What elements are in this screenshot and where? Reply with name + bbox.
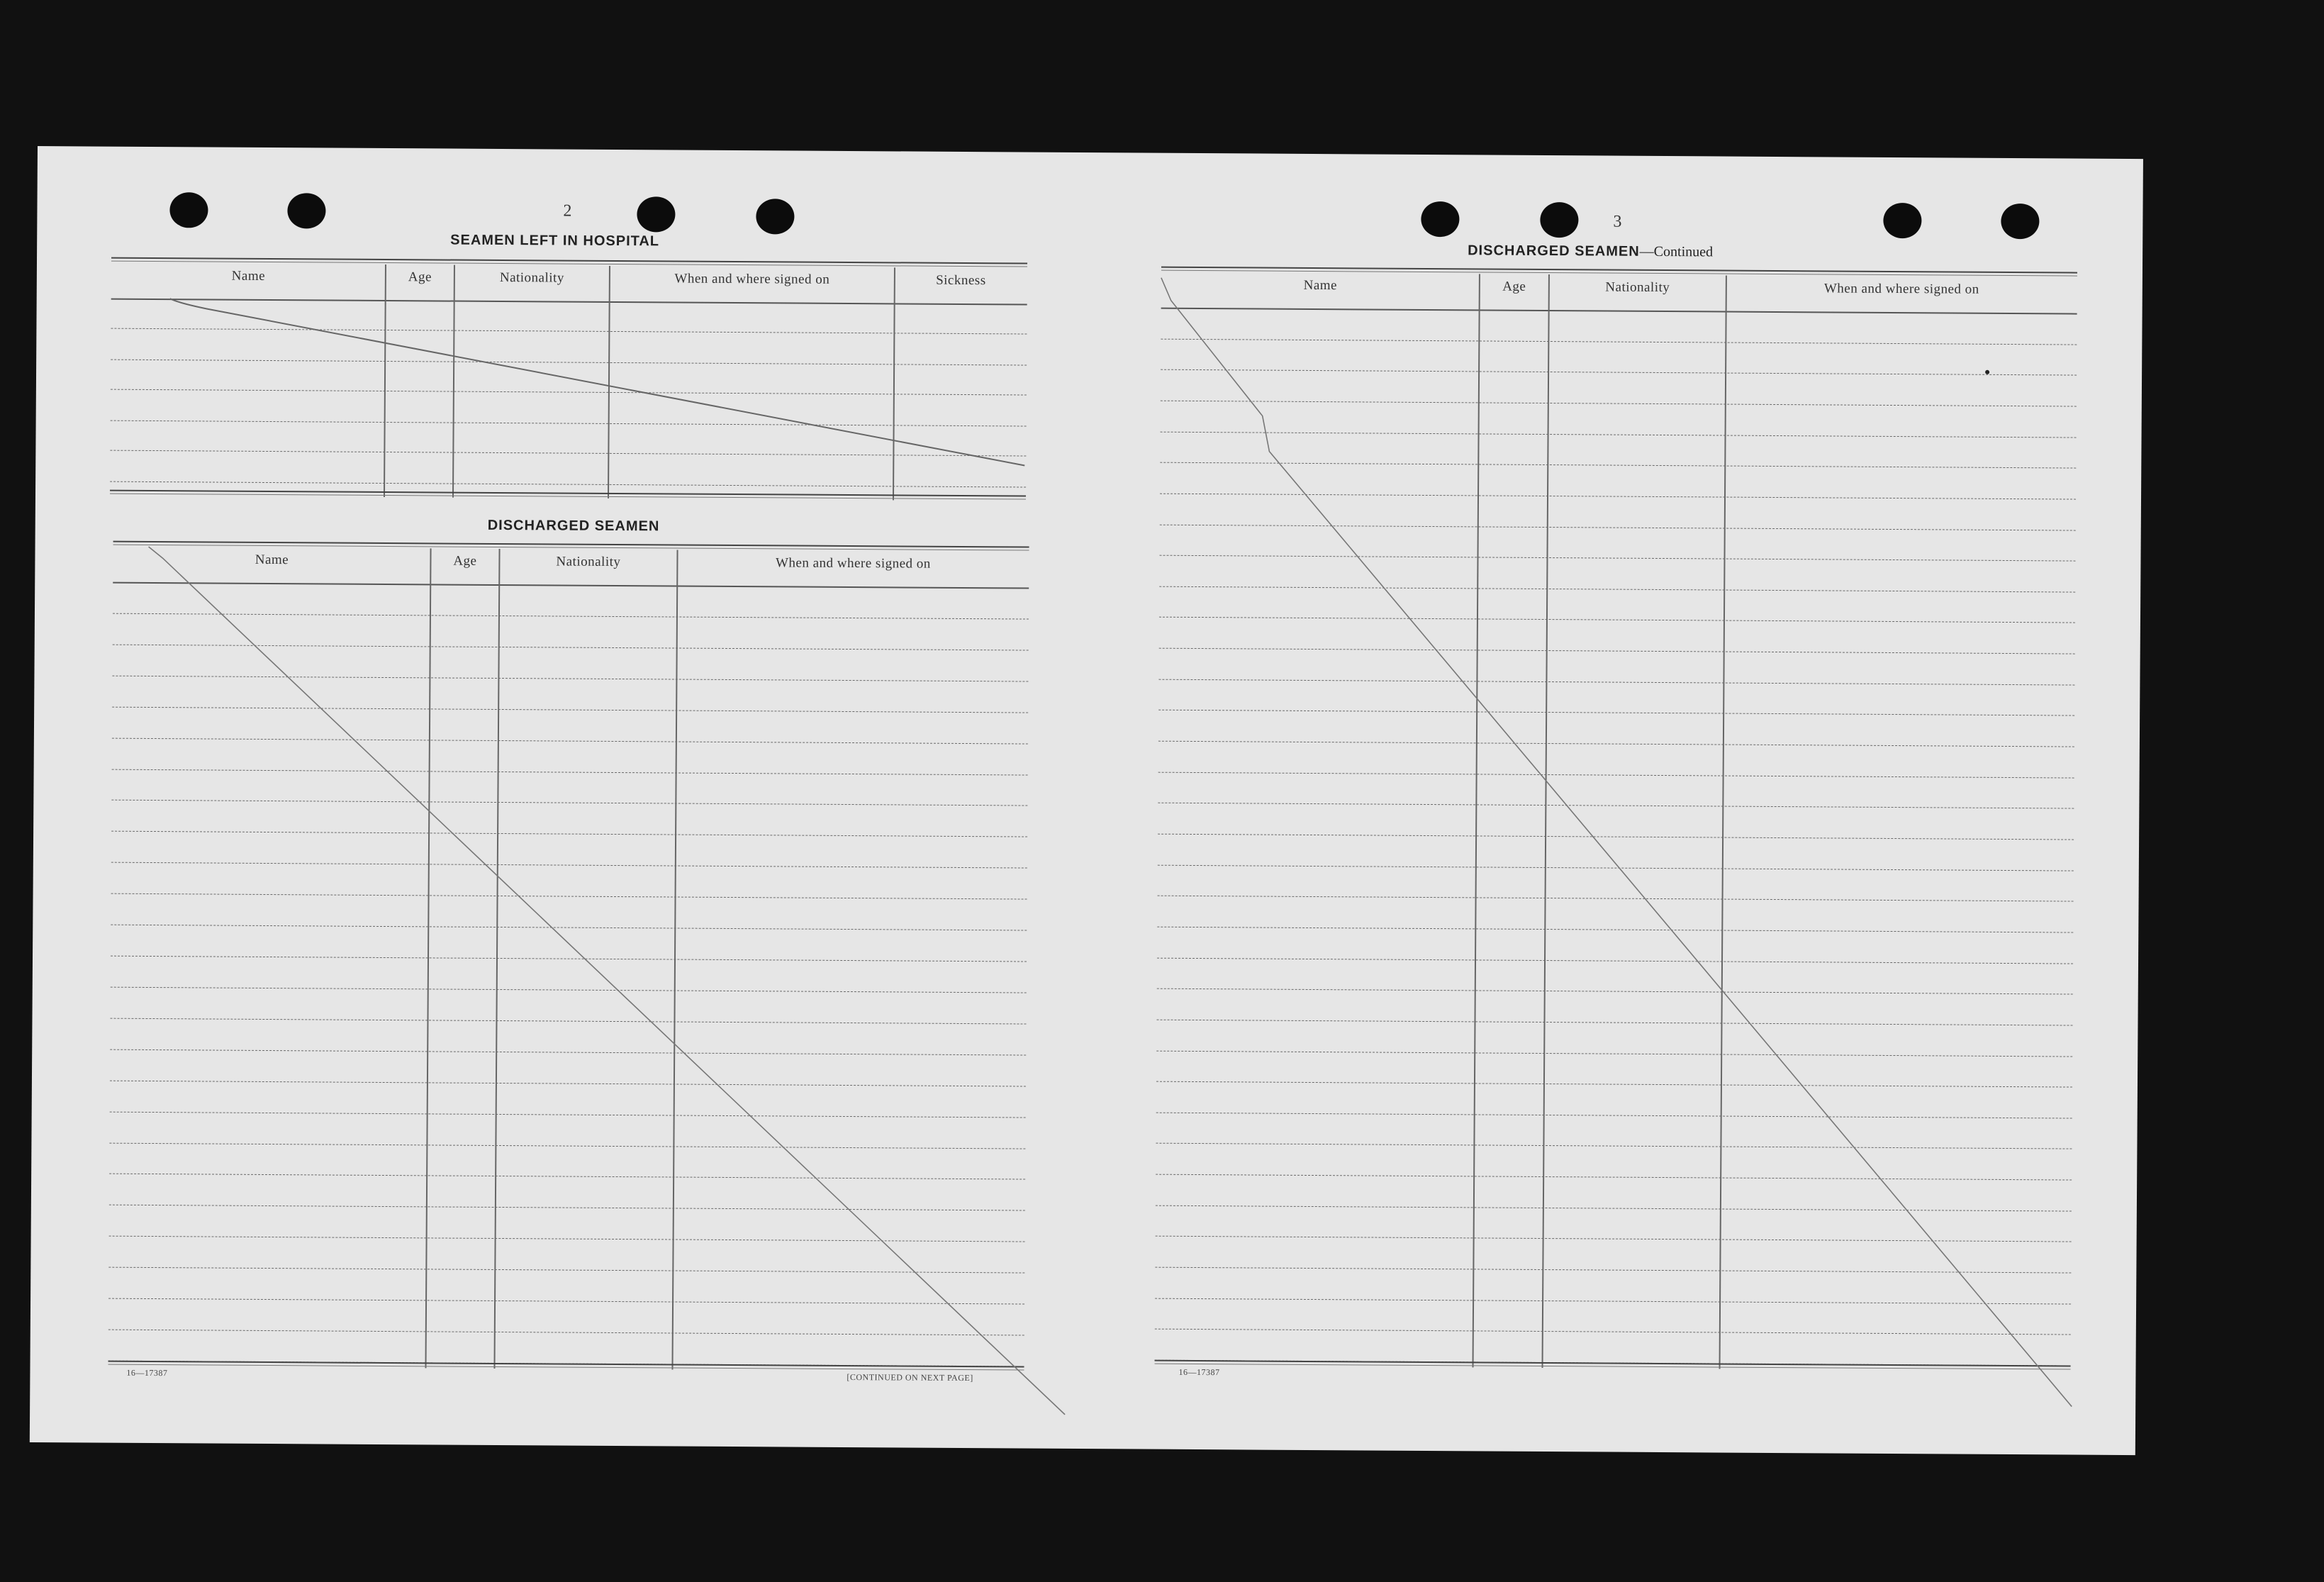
col-header-signed-on: When and where signed on [674, 271, 830, 287]
continued-note: [CONTINUED ON NEXT PAGE] [847, 1372, 973, 1383]
strike-line-discharged [143, 547, 1070, 1415]
col-header-age: Age [1502, 279, 1526, 294]
col-header-age: Age [408, 269, 432, 285]
strike-line-hospital [169, 299, 1025, 465]
page-number-right: 3 [1613, 212, 1622, 231]
col-header-name: Name [231, 268, 266, 284]
col-header-nationality: Nationality [499, 269, 564, 286]
continued-suffix: —Continued [1639, 243, 1714, 260]
col-header-sickness: Sickness [936, 272, 986, 289]
col-header-nationality: Nationality [1605, 279, 1670, 296]
col-header-signed-on: When and where signed on [1823, 281, 1979, 297]
hospital-section-title: SEAMEN LEFT IN HOSPITAL [450, 232, 660, 250]
col-header-signed-on: When and where signed on [775, 555, 931, 572]
pencil-strike-marks [30, 146, 2143, 1455]
form-number-right: 16—17387 [1178, 1366, 1220, 1378]
document-sheet [30, 146, 2143, 1455]
form-number-left: 16—17387 [126, 1367, 168, 1378]
discharged-section-title: DISCHARGED SEAMEN [487, 517, 660, 535]
col-header-nationality: Nationality [556, 554, 621, 570]
col-header-age: Age [453, 553, 477, 569]
strike-line-continued [1154, 278, 2079, 1407]
discharged-continued-title-main: DISCHARGED SEAMEN [1468, 243, 1640, 260]
col-header-name: Name [1303, 277, 1338, 294]
page-number-left: 2 [563, 201, 572, 221]
col-header-name: Name [255, 552, 289, 568]
ink-dot [1985, 370, 1989, 374]
